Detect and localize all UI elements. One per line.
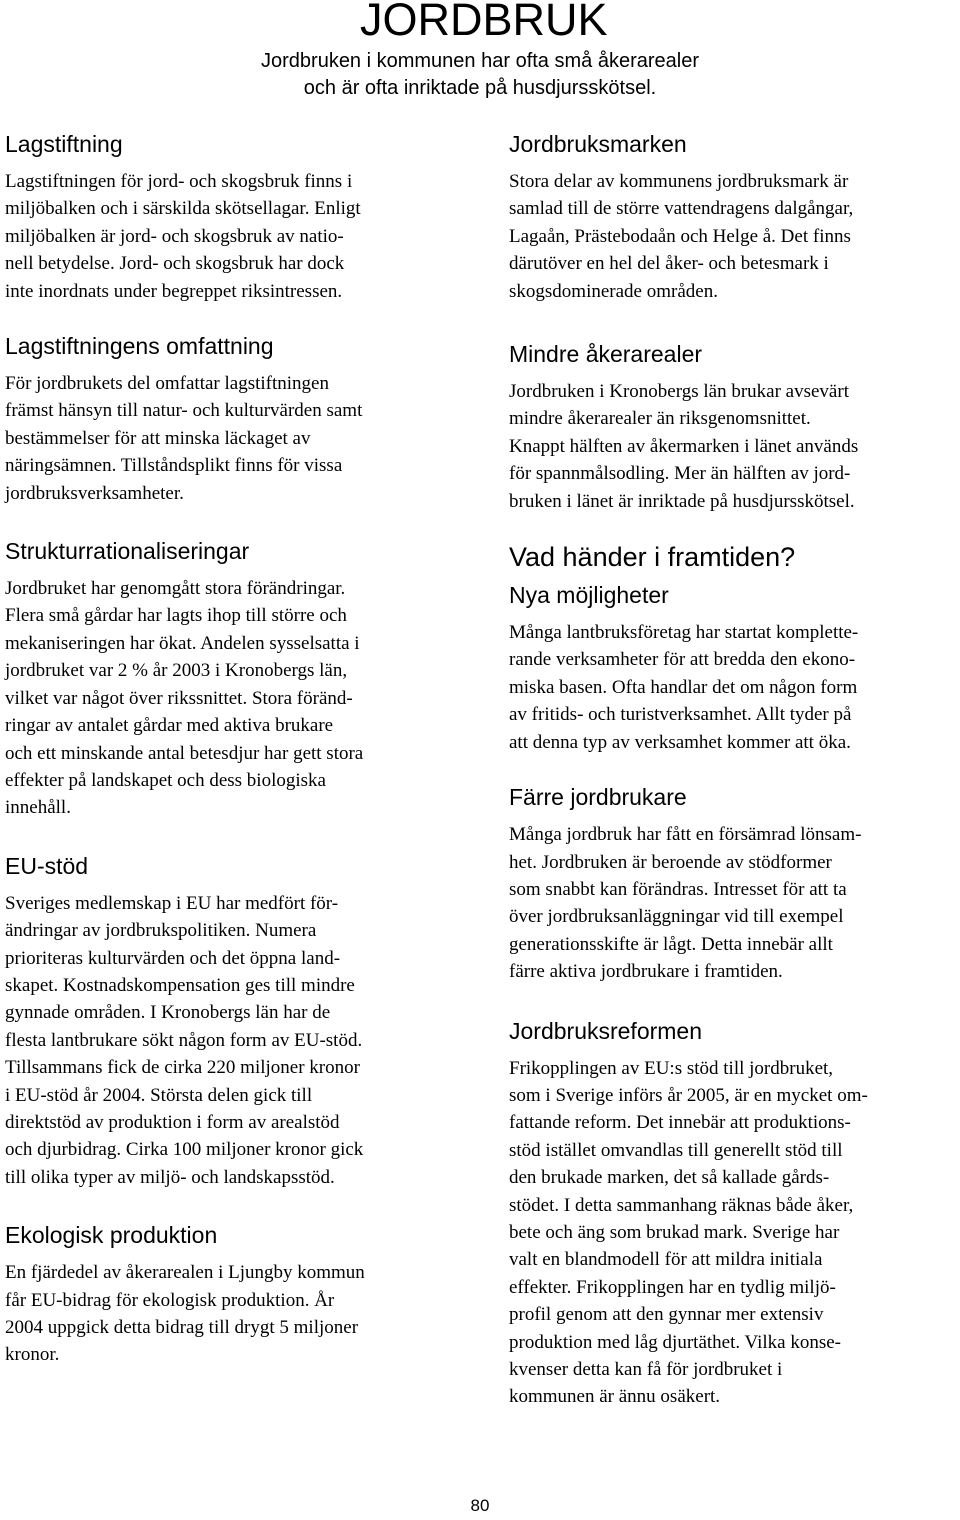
section-body: Många jordbruk har fått en försämrad lönsam- het. Jordbruken är beroende av stödformer som snabbt kan förändras. Intresset för att ta över jordbruksanläggningar vid till exempel generationsskifte är lågt. Detta innebär allt färre aktiva jordbrukare i framtiden. [509,824,862,983]
section-heading: Lagstiftningens omfattning [5,333,274,360]
section-mindre-akerarealer [509,340,959,515]
section-body: Många lantbruksföretag har startat komplette- rande verksamheter för att bredda den ekono- miska basen. Ofta handlar det om någon form av fritids- och turistverksamhet. Allt tyder på att denna typ av verksamhet kommer att öka. [509,622,859,753]
section-ekologisk-produktion [5,1221,455,1369]
section-strukturrationaliseringar [5,537,455,822]
section-heading: Strukturrationaliseringar [5,538,250,565]
section-body: Stora delar av kommunens jordbruksmark är samlad till de större vattendragens dalgångar, Lagaån, Prästebodaån och Helge å. Det finns därutöver en hel del åker- och betesmark i skogsdominerade områden. [509,171,854,302]
page-number: 80 [470,1496,490,1515]
section-body: En fjärdedel av åkerarealen i Ljungby kommun får EU-bidrag för ekologisk produktion. År 2004 uppgick detta bidrag till drygt 5 miljoner kronor. [5,1262,365,1366]
left-column [5,130,455,1369]
right-column [509,130,959,1411]
section-vad-hander-i-framtiden [509,541,959,573]
section-farre-jordbrukare [509,783,959,985]
section-body: Frikopplingen av EU:s stöd till jordbruket, som i Sverige införs år 2005, är en mycket om- fattande reform. Det innebär att produktions- stöd istället omvandlas till generellt stöd till den brukade marken, det så kallade gårds- stödet. I detta sammanhang räknas både åker, bete och äng som brukad mark. Sverige har valt en blandmodell för att mildra initiala effekter. Frikopplingen har en tydlig miljö- profil genom att den gynnar mer extensiv produktion med låg djurtäthet. Vilka konse- kvenser detta kan få för jordbruket i kommunen är ännu osäkert. [509,1057,868,1408]
section-heading: Lagstiftning [5,131,123,157]
page-subtitle: Jordbruken i kommunen har ofta små åkerarealer och är ofta inriktade på husdjursskötsel. [261,50,699,99]
section-nya-mojligheter [509,581,959,756]
section-heading: Nya möjligheter [509,582,669,609]
section-heading: Jordbruksmarken [509,131,687,157]
section-jordbruksmarken [509,130,959,305]
section-heading: Ekologisk produktion [5,1222,218,1249]
section-body: Sveriges medlemskap i EU har medfört för- ändringar av jordbrukspolitiken. Numera prioriteras kulturvärden och det öppna land- skapet. Kostnadskompensation ges till mindre gynnade områden. I Kronobergs län har de flesta lantbrukare sökt någon form av EU-stöd. Tillsammans fick de cirka 220 miljoner kronor i EU-stöd år 2004. Största delen gick till direktstöd av produktion i form av arealstöd och djurbidrag. Cirka 100 miljoner kronor gick till olika typer av miljö- och landskapsstöd. [5,892,364,1188]
section-body: Jordbruket har genomgått stora förändringar. Flera små gårdar har lagts ihop till större och mekaniseringen har ökat. Andelen sysselsatta i jordbruket var 2 % år 2003 i Kronobergs län, vilket var något över rikssnittet. Stora föränd- ringar av antalet gårdar med aktiva brukare och ett minskande antal betesdjur har gett stora effekter på landskapet och dess biologiska innehåll. [5,578,364,819]
section-lagstiftning [5,130,455,305]
section-heading: Mindre åkerarealer [509,341,703,368]
section-heading: Färre jordbrukare [509,784,687,811]
section-jordbruksreformen [509,1017,959,1411]
section-heading: EU-stöd [5,852,89,879]
section-body: Jordbruken i Kronobergs län brukar avsevärt mindre åkerarealer än riksgenomsnittet. Knappt hälften av åkermarken i länet används för spannmålsodling. Mer än hälften av jord- bruken i länet är inriktade på husdjursskötsel. [509,381,859,512]
section-body: Lagstiftningen för jord- och skogsbruk finns i miljöbalken och i särskilda skötsellagar. Enligt miljöbalken är jord- och skogsbruk av natio- nell betydelse. Jord- och skogsbruk har dock inte inordnats under begreppet riksintressen. [5,171,361,302]
section-heading: Vad händer i framtiden? [509,542,796,573]
section-eu-stod [5,852,455,1191]
section-lagstiftningens-omfattning [5,332,455,507]
section-heading: Jordbruksreformen [509,1017,703,1044]
page-title: JORDBRUK [360,0,608,45]
section-body: För jordbrukets del omfattar lagstiftningen främst hänsyn till natur- och kulturvärden samt bestämmelser för att minska läckaget av näringsämnen. Tillståndsplikt finns för vissa jordbruksverksamheter. [5,373,363,504]
